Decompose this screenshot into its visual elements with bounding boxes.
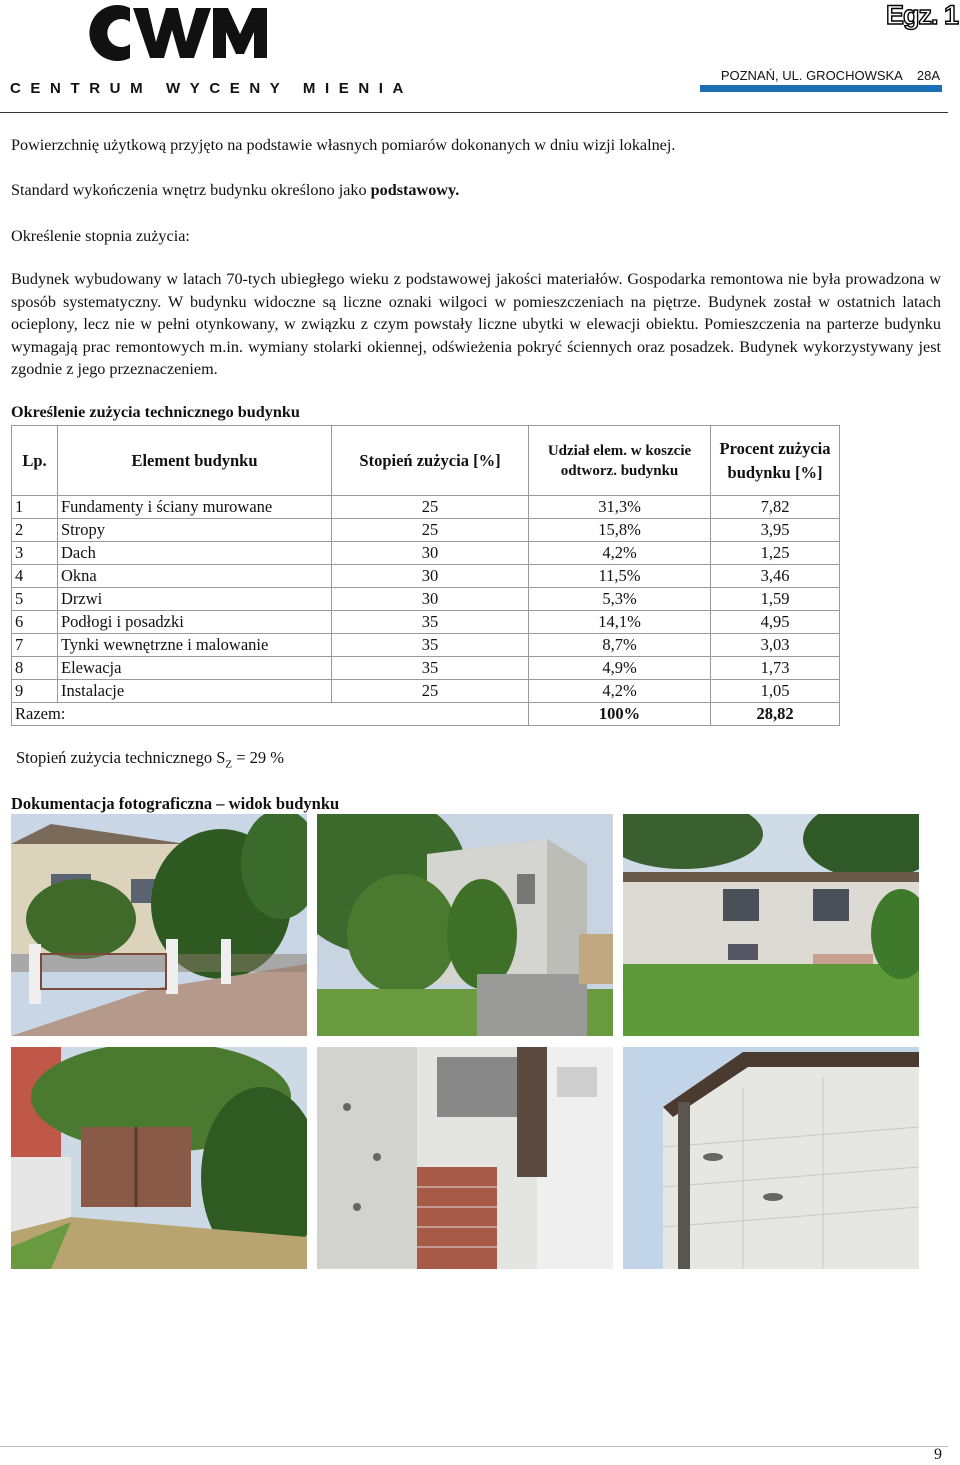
header-element: Element budynku — [58, 426, 332, 496]
cell-share: 4,2% — [529, 680, 711, 703]
cell-percent: 3,95 — [711, 519, 840, 542]
photo-garage-gate-ivy — [11, 1047, 307, 1269]
table-row — [12, 496, 840, 519]
cell-element: Instalacje — [58, 680, 332, 703]
cell-lp: 1 — [12, 496, 58, 519]
cell-share: 15,8% — [529, 519, 711, 542]
cell-degree: 25 — [332, 519, 529, 542]
header-degree: Stopień zużycia [%] — [332, 426, 529, 496]
cell-lp: 9 — [12, 680, 58, 703]
table-row — [12, 519, 840, 542]
total-share: 100% — [529, 703, 711, 726]
cell-percent: 1,25 — [711, 542, 840, 565]
cell-percent: 1,73 — [711, 657, 840, 680]
usage-table — [11, 425, 840, 726]
page-number: 9 — [934, 1446, 942, 1463]
header-lp: Lp. — [12, 426, 58, 496]
header-share: Udział elem. w koszcie odtworz. budynku — [529, 426, 711, 496]
photo-house-street-view — [11, 814, 307, 1036]
table-row — [12, 611, 840, 634]
cell-lp: 8 — [12, 657, 58, 680]
company-name: CENTRUM WYCENY MIENIA — [10, 80, 413, 97]
photos-title: Dokumentacja fotograficzna – widok budynku — [11, 794, 340, 813]
photo-wall-damage-brick — [317, 1047, 613, 1269]
cell-percent: 3,46 — [711, 565, 840, 588]
summary-label: Stopień zużycia technicznego S — [16, 748, 226, 767]
cell-lp: 7 — [12, 634, 58, 657]
cell-degree: 30 — [332, 588, 529, 611]
header-divider — [0, 112, 948, 113]
exhibit-label: Egz. 1 — [885, 0, 958, 30]
table-heading: Określenie zużycia technicznego budynku — [11, 403, 300, 421]
cell-lp: 5 — [12, 588, 58, 611]
header-accent-bar — [700, 85, 942, 92]
table-header-row — [12, 426, 840, 496]
standard-value: podstawowy. — [370, 181, 460, 199]
address-number: 28A — [916, 68, 940, 83]
table-row — [12, 565, 840, 588]
table-total-row — [12, 703, 840, 726]
cell-percent: 3,03 — [711, 634, 840, 657]
summary-value: = 29 % — [232, 748, 285, 767]
photo-house-side-ivy — [317, 814, 613, 1036]
cell-lp: 4 — [12, 565, 58, 588]
table-row — [12, 657, 840, 680]
cell-percent: 1,05 — [711, 680, 840, 703]
cell-element: Fundamenty i ściany murowane — [58, 496, 332, 519]
table-row — [12, 588, 840, 611]
cell-element: Elewacja — [58, 657, 332, 680]
cell-degree: 30 — [332, 542, 529, 565]
cell-degree: 25 — [332, 680, 529, 703]
cell-share: 4,9% — [529, 657, 711, 680]
cell-share: 14,1% — [529, 611, 711, 634]
photo-house-rear-garden — [623, 814, 919, 1036]
cell-degree: 25 — [332, 496, 529, 519]
cell-share: 11,5% — [529, 565, 711, 588]
cell-element: Okna — [58, 565, 332, 588]
standard-text: Standard wykończenia wnętrz budynku określono jako — [11, 181, 371, 199]
wear-heading: Określenie stopnia zużycia: — [11, 227, 190, 245]
table-row — [12, 542, 840, 565]
cell-degree: 35 — [332, 611, 529, 634]
cell-share: 4,2% — [529, 542, 711, 565]
cell-element: Tynki wewnętrzne i malowanie — [58, 634, 332, 657]
photo-facade-insulation-gutter — [623, 1047, 919, 1269]
table-row — [12, 634, 840, 657]
company-logo — [78, 2, 278, 64]
cell-percent: 1,59 — [711, 588, 840, 611]
cell-degree: 30 — [332, 565, 529, 588]
header-percent: Procent zużycia budynku [%] — [711, 426, 840, 496]
company-address — [721, 68, 940, 83]
cell-percent: 7,82 — [711, 496, 840, 519]
cell-element: Dach — [58, 542, 332, 565]
cell-percent: 4,95 — [711, 611, 840, 634]
total-label: Razem: — [12, 703, 529, 726]
wear-description: Budynek wybudowany w latach 70-tych ubiegłego wieku z podstawowej jakości materiałów. Gospodarka remontowa nie była prowadzona w sposób systematyczny. W budynku widoczne są liczne oznaki wilgoci w pomieszczeniach na piętrze. Budynek został w ostatnich latach ocieplony, lecz nie w pełni otynkowany, w związku z czym powstały liczne ubytki w elewacji obiektu. Pomieszczenia na parterze budynku wymagają prac remontowych m.in. wymiany stolarki okiennej, odświeżenia pokryć ściennych oraz posadzek. Budynek wykorzystywany jest zgodnie z jego przeznaczeniem. — [11, 270, 941, 378]
address-street: POZNAŃ, UL. GROCHOWSKA — [720, 68, 903, 83]
cell-lp: 6 — [12, 611, 58, 634]
summary-subscript: Z — [225, 758, 233, 771]
paragraph-standard — [11, 179, 459, 202]
cell-share: 8,7% — [529, 634, 711, 657]
technical-wear-summary — [16, 748, 284, 770]
cell-share: 5,3% — [529, 588, 711, 611]
cell-lp: 3 — [12, 542, 58, 565]
cell-lp: 2 — [12, 519, 58, 542]
footer-divider — [0, 1446, 948, 1447]
paragraph-area: Powierzchnię użytkową przyjęto na podstawie własnych pomiarów dokonanych w dniu wizji lokalnej. — [11, 136, 676, 154]
cell-share: 31,3% — [529, 496, 711, 519]
cell-element: Drzwi — [58, 588, 332, 611]
total-percent: 28,82 — [711, 703, 840, 726]
cell-element: Podłogi i posadzki — [58, 611, 332, 634]
cell-degree: 35 — [332, 634, 529, 657]
cell-element: Stropy — [58, 519, 332, 542]
table-row — [12, 680, 840, 703]
cell-degree: 35 — [332, 657, 529, 680]
